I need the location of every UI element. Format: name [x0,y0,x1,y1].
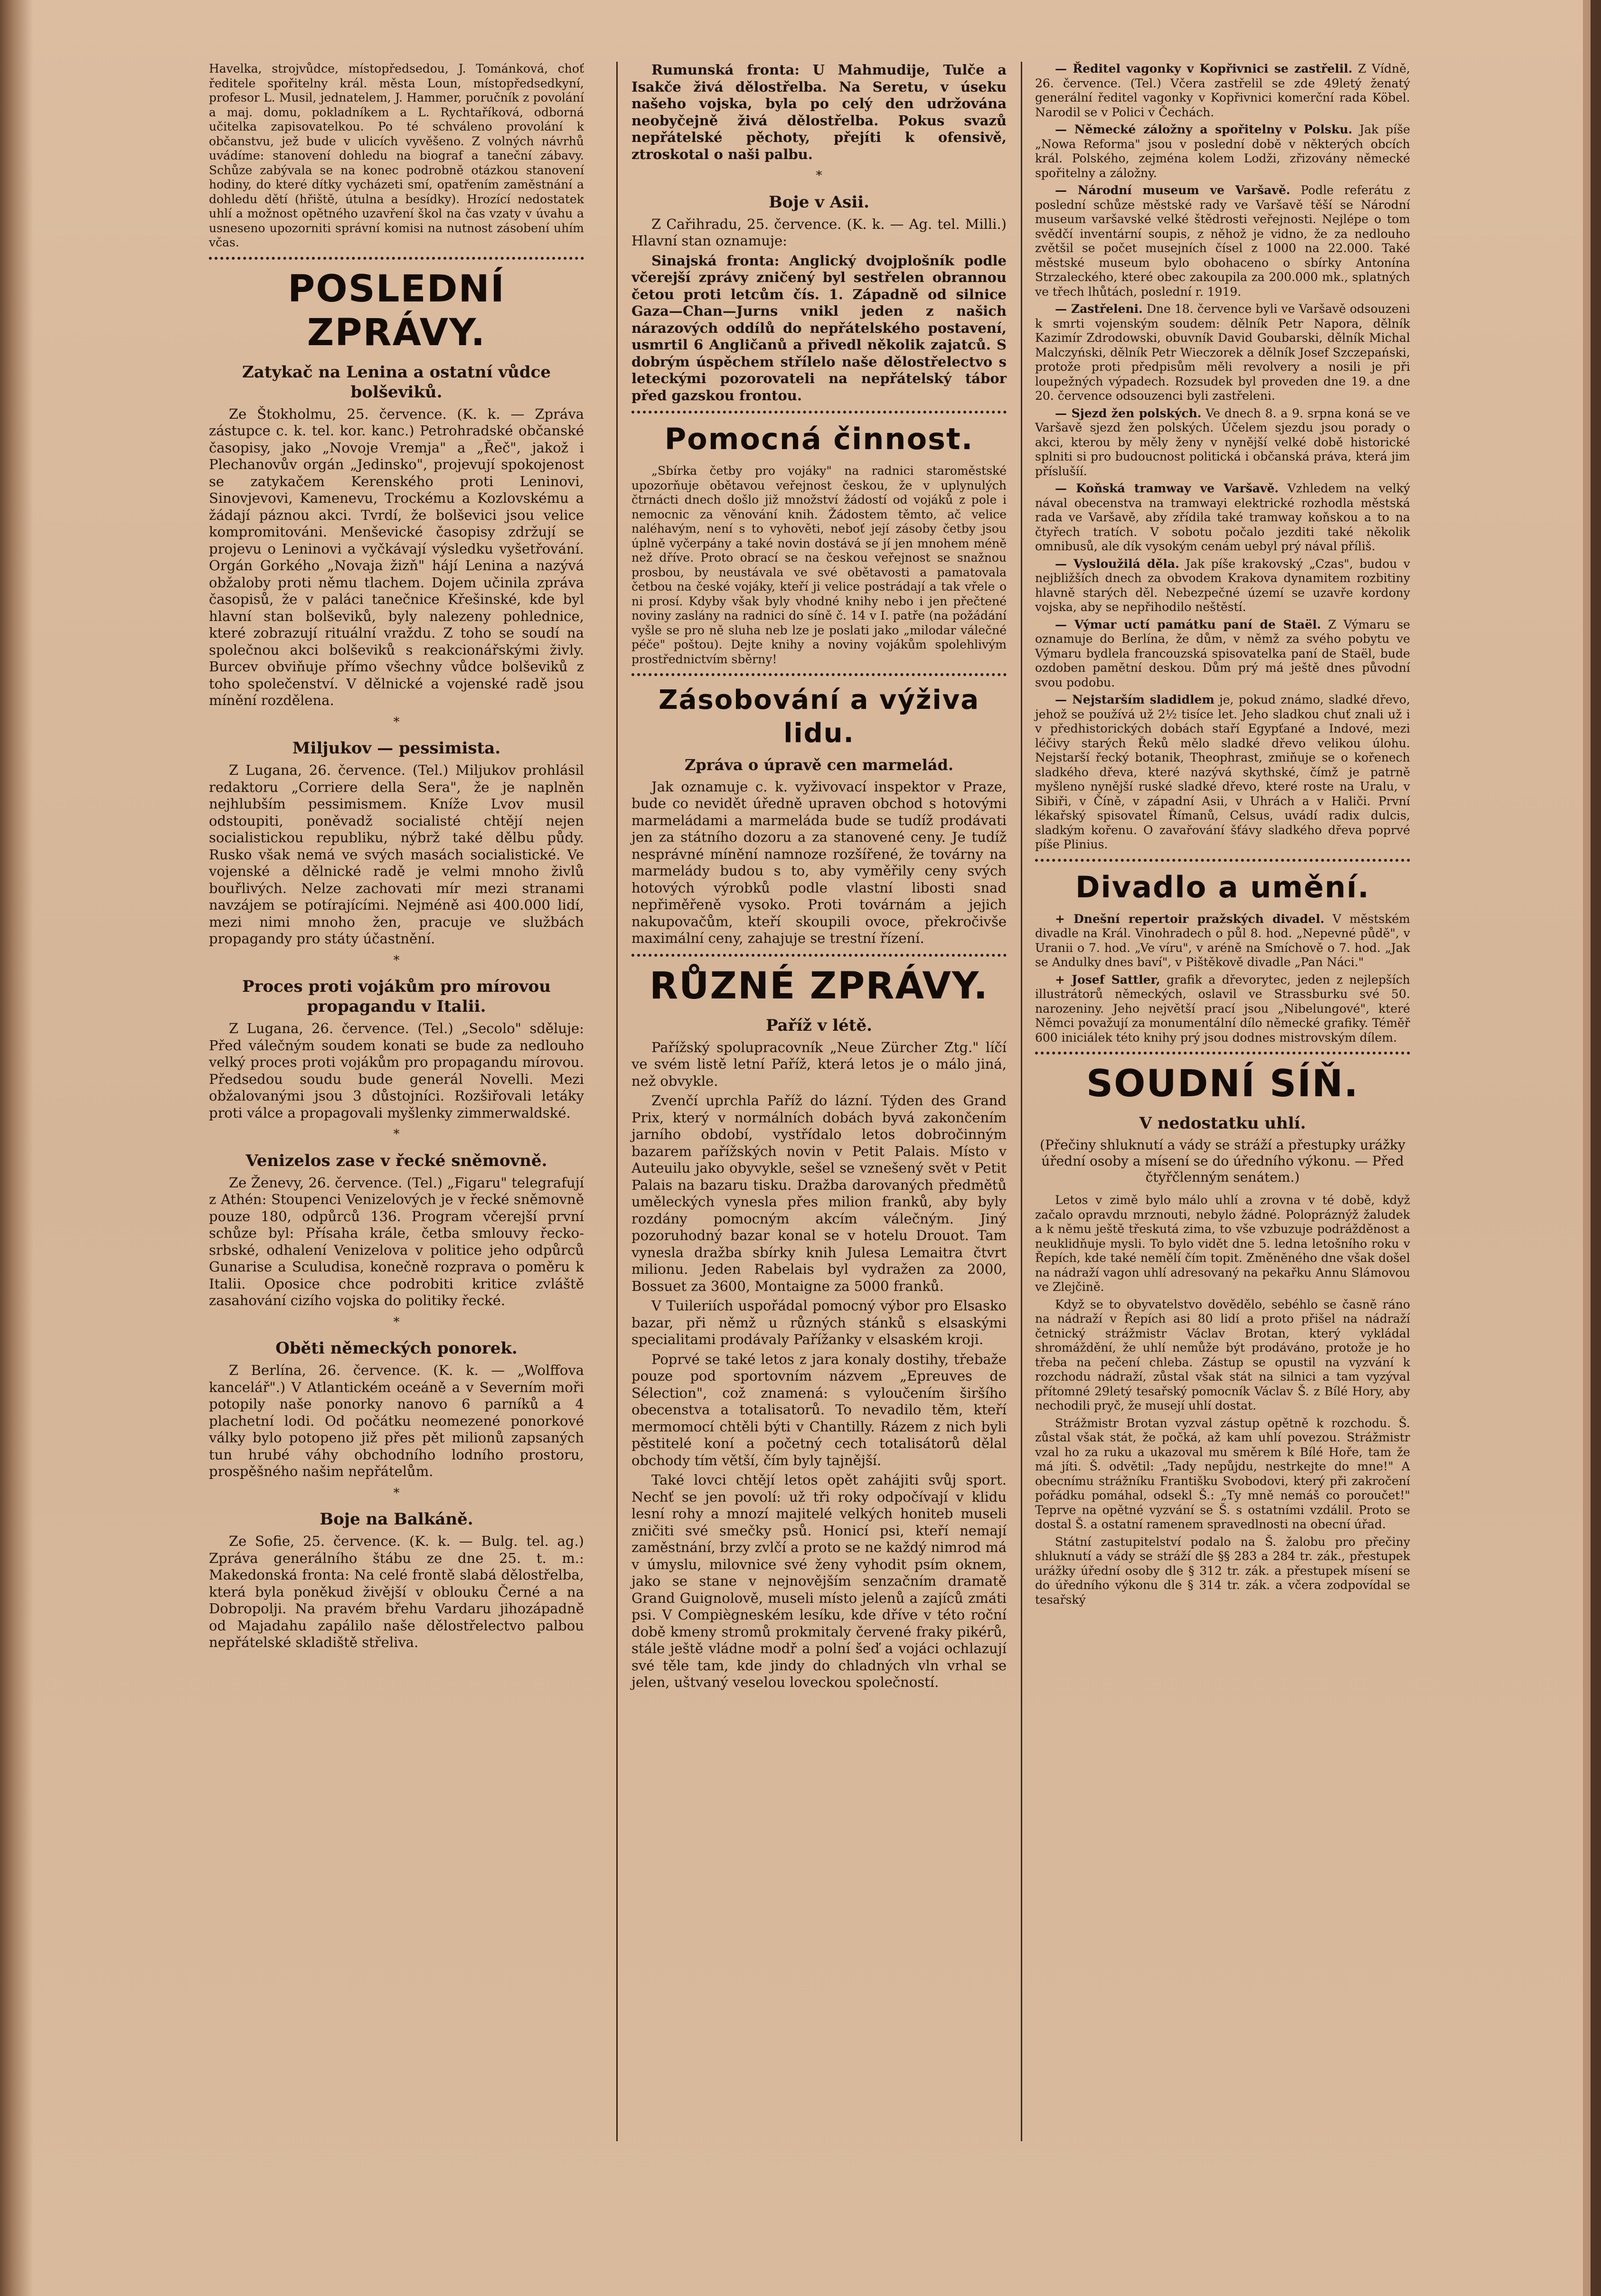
news-item-7-title: — Vysloužilá děla. [1055,556,1179,571]
news-item-9-text: je, pokud známo, sladké dřevo, jehož se používá už 2½ tisíce let. Jeho sladkou chuť znali už i v předhistorických dobách staří Egypťané a Indové, mezi léčivy starých Řeků mělo sladké dřevo velikou úlohu. Nejstarší řecký botanik, Theophrast, zmiňuje se o kořenech sladkého dřeva, které nazývá skythské, čímž je patrně myšleno nynější ruské sladké dřevo, které roste na Uralu, v Sibiři, v Číně, v západní Asii, v Uhrách a v Haliči. První lékařský spisovatel Římanů, Celsus, uvádí radix dulcis, sladkým kořenu. O zavařování šťávy sladkého dřeva poprvé píše Plinius. [1035,693,1411,851]
obeti-heading: Oběti německých ponorek. [275,1339,518,1358]
theatre-item-1-text: V městském divadle na Král. Vinohradech o půl 8. hod. „Nepevné půdě", v Uranii o 7. hod. „Ve víru", v aréně na Smíchově o 7. hod. „Jak se Andulky dnes baví", v Pištěkově divadle „Pan Náci." [1035,912,1410,969]
soudni-text-4: Státní zastupitelství podalo na Š. žalobu pro přečiny shluknutí a vády se stráží dle §§ 283 a 284 tr. zák., přestupek urážky úřední osoby dle § 312 tr. zák. a přestupek mísení se do úředního výkonu dle § 314 tr. zák. a včera zodpovídal se tesařský [1035,1534,1410,1607]
column-1-intro: Havelka, strojvůdce, místopředsedou, J. Tománková, choť ředitele spořitelny král. města Loun, místopředsedkyní, profesor L. Musil, jednatelem, J. Hammer, poručník z povolání a maj. domu, pokladníkem a L. Rychtaříková, odborná učitelka zapisovatelkou. Po té schváleno provolání k občanstvu, jež bude v ulicích vyvěšeno. Z volných návrhů uvádíme: stanovení dohledu na biograf a taneční zábavy. Schůze zabývala se na konec podrobně otázkou stanovení hodiny, do které dítky vycházeti smí, opatřením zaměstnání a dohledu dětí (hřiště, útulna a besídky). Hrozící nedostatek uhlí a možnost opětného uzavření škol na čas vzaty v úvahu a usneseno upozorniti správní komisi na nutnost zásobení uhím včas. [209,62,584,249]
news-item-5-title: — Sjezd žen polských. [1055,406,1202,420]
page-edge-dark [1591,0,1601,2296]
page-edge [1583,0,1591,2296]
proces-heading: Proces proti vojákům pro mírovou propagandu v Italii. [242,977,551,1016]
news-item-9-title: — Nejstarším sladidlem [1055,693,1215,706]
pariz-text-5: Také lovci chtějí letos opět zahájiti svůj sport. Nechť se jen povolí: už tři roky odpočívají v klidu lesní rohy a mnozí majitelé velkých honiteb museli zničiti své smečky psů. Honicí psi, kteří nemají zaměstnání, brzy zvlčí a proto se ne každý nimrod má v úmyslu, milovnice své ženy vyhodit psím oknem, jako se stane v nejnovějším senzačním dramatě Grand Guignolově, museli místo jelenů a zajíců zmáti psi. V Compiègneském lesíku, kde dříve v této roční době kmeny stromů prokmitaly červené fraky pikérů, stále ještě vládne modř a polní šeď a vojáci ochlazují své těle tam, kde jindy do chladných vln vrhal se jelen, uštvaný veselou loveckou společností. [631,1472,1007,1690]
asie-text-2: Sinajská fronta: Anglický dvojplošník podle včerejší zprávy zničený byl sestřelen obrannou četou proti letcům čís. 1. Západně od silnice Gaza—Chan—Jurns vnikl jeden z našich nárazových oddílů do nepřátelského postavení, usmrtil 6 Angličanů a přivedl několik zajatců. S dobrým úspěchem střílelo naše dělostřelectvo s leteckými pozorovateli na nepřátelský tábor před gazskou frontou. [631,252,1007,404]
column-1 [209,62,584,1654]
news-item-7-text: Jak píše krakovský „Czas", budou v nejbližších dnech za obvodem Krakova dynamitem rozbitiny hlavně starých děl. Nebezpečné území se uzavře kordony vojska, aby se nepřihodilo neštěstí. [1035,556,1410,614]
pariz-text-2: Zvenčí uprchla Paříž do lázní. Týden des Grand Prix, který v normálních dobách byvá zakončením jarního období, vystřídalo letos dobročinným bazarem pařížských novin v Petit Palais. Místo v Auteuilu jako obyvykle, sešel se vznešený svět v Petit Palais na bazaru tisku. Dražba darovaných předmětů uměleckých vynesla přes milion franků, aby byly rozdány pomocným akcím válečným. Jiný pozoruhodný bazar konal se v hotelu Drouot. Tam vynesla dražba sbírky knih Julesa Lemaitra čtvrt milionu. Jeden Rabelais byl vydražen za 2000, Bossuet za 3600, Montaigne za 5000 franků. [631,1092,1007,1294]
pariz-text-4: Poprvé se také letos z jara konaly dostihy, třebaže pouze pod sportovním názvem „Epreuves de Sélection", což znamená: s vyloučením širšího obecenstva a totalisatorů. To nevadilo těm, kteří mermomocí chtěli býti v Chantilly. Rázem z nich byli pěstitelé koní a početný cech totalisátorů dělal obchody tím větší, čím byly tajnější. [631,1351,1007,1468]
column-3 [1035,62,1410,1610]
separator-star: * [393,715,400,729]
asie-text: Z Cařihradu, 25. července. (K. k. — Ag. tel. Milli.) Hlavní stan oznamuje: [631,216,1007,249]
balkan-heading: Boje na Balkáně. [320,1510,473,1529]
pariz-text-3: V Tuileriích uspořádal pomocný výbor pro Elsasko bazar, při němž u různých stánků s elsaskými specialitami prodávaly Pařížanky v elsaském kroji. [631,1298,1007,1347]
theatre-item-2-text: grafik a dřevorytec, jeden z nejlepších illustrátorů německých, oslavil ve Strassburku své 50. narozeniny. Jeho největší prací jsou „Nibelungové", které Němci považují za monumentální dílo německé grafiky. Téměř 600 iniciálek této knihy prý jsou dodnes mistrovským dílem. [1035,972,1410,1044]
balkan-text: Ze Sofie, 25. července. (K. k. — Bulg. tel. ag.) Zpráva generálního štábu ze dne 25. t. m.: Makedonská fronta: Na celé frontě slabá dělostřelba, která byla poněkud živější v oblouku Černé a na Dobropolji. Na pravém břehu Vardaru jihozápadně od Majadahu zapálilo naše dělostřelectvo palbou nepřátelské skladiště střeliva. [209,1533,584,1650]
news-item-8-text: Z Výmaru se oznamuje do Berlína, že dům, v němž za svého pobytu ve Výmaru bydlela francouzská spisovatelka paní de Staël, bude ozdoben pamětní deskou. Dům prý má ještě dnes původní svou podobu. [1035,617,1410,689]
column-2 [631,62,1007,1694]
news-item-1-title: — Ředitel vagonky v Kopřivnici se zastřelil. [1055,62,1353,75]
zasobovani-banner: Zásobování a výživa lidu. [631,673,1007,750]
news-item-8-title: — Výmar uctí památku paní de Staël. [1055,617,1321,631]
asie-heading: Boje v Asii. [769,192,869,212]
separator-star: * [393,1127,400,1141]
soudni-text-3: Strážmistr Brotan vyzval zástup opětně k rozchodu. Š. zůstal však stát, že počká, až kam uhlí povezou. Strážmistr vzal ho za ruku a ukazoval mu směrem k Bílé Hoře, tam že má jíti. Š. odvětil: „Tady nepůjdu, nestrkejte do mne!" A obecnímu strážníku Františku Svobodovi, který při zakročení pořádku pomáhal, odsekl Š.: „Ty mně nemáš co poroučet!" Teprve na opětné vyzvání se Š. s ostatními vzdálil. Proto se dostal Š. a ostatní ramenem spravedlnosti na obecní úřad. [1035,1416,1410,1531]
soudni-text-1: Letos v zimě bylo málo uhlí a zrovna v té době, když začalo opravdu mrznouti, nebylo žádné. Polopráznýž žaludek a k němu ještě třeskutá zima, to vše vzbuzuje podrážděnost a neuklidňuje mysli. To bylo vidět dne 5. ledna letošního roku v Řepích, kde také nemělí čím topit. Změněného dne však došel na nádraží vagon uhlí adresovaný na pekařku Annu Slámovou ve Zlejčině. [1035,1193,1410,1294]
news-item-9 [1035,693,1410,852]
zasobovani-text: Jak oznamuje c. k. vyživovací inspektor v Praze, bude co nevidět úředně upraven obchod s hotovými marmeládami a marmeláda bude se tudíž prodávati jen za státního dozoru a za stanovené ceny. Je tudíž nesprávné mínění namnoze rozšířené, že továrny na marmelády budou s to, aby vyměřily ceny svých hotových výrobků podle vlastní libosti snad nepřiměřeně vysoko. Proti továrnám a jejich nakupovačům, kteří skoupili ovoce, překročivše maximální ceny, zahajuje se trestní řízení. [631,778,1007,946]
column-rule-1 [616,62,618,2141]
news-item-8 [1035,618,1410,690]
theatre-item-2 [1035,973,1410,1045]
binding-shadow [0,0,33,2296]
news-item-5 [1035,406,1410,479]
miljukov-text: Z Lugana, 26. července. (Tel.) Miljukov prohlásil redaktoru „Corriere della Sera", že je naplněn nejhlubším pessimismem. Kníže Lvov musil odstoupiti, poněvadž socialisté chtějí nejen socialistickou republiku, nýbrž také dělbu půdy. Rusko však nemá ve svých masách socialistické. Ve vojenské a dělnické radě je velmi mnoho živlů bouřlivých. Nelze zachovati mír mezi stranami navzájem se potírajícími. Nejméně asi 400.000 lidí, mezi nimi mnoho žen, pracuje ve službách propagandy pro státy účastnění. [209,762,584,947]
news-item-2-title: — Německé záložny a spořitelny v Polsku. [1055,122,1353,136]
news-item-4-title: — Zastřeleni. [1055,302,1143,316]
soudni-text-2: Když se to obyvatelstvo dovědělo, sebéhlo se časně ráno na nádraží v Řepích asi 80 lidí a proto přišel na nádraží četnický strážmistr Václav Brotan, který vykládal shromáždění, že uhlí nemůže být prodáváno, protože je ho třeba na pečení chleba. Zástup se opustil na vyzvání k rozchodu nádraží, zůstal však stát na silnici a tam vyzýval přítomné 29letý tesařský pomocník Václav Š. z Bílé Hory, aby nechodili pryč, že musejí uhlí dostat. [1035,1297,1410,1412]
obeti-text: Z Berlína, 26. července. (K. k. — „Wolffova kancelář".) V Atlantickém oceáně a v Severním moři potopily naše ponorky nanovo 6 parníků a 4 plachetní lodi. Od počátku neomezené ponorkové války bylo potopeno již přes pět milionů zapsaných tun hrubé váhy obchodního lodního prostoru, prospěšného našim nepřátelům. [209,1362,584,1479]
pomocna-cinnost-banner: Pomocná činnost. [631,411,1007,457]
separator-star: * [393,1315,400,1329]
news-item-2-text: Jak píše „Nowa Reforma" jsou v poslední době v některých obcích král. Polského, zejména kolem Lodži, zřizovány německé spořitelny a záložny. [1035,122,1410,180]
divadlo-banner: Divadlo a umění. [1035,859,1410,905]
news-item-6-title: — Koňská tramway ve Varšavě. [1055,481,1279,495]
separator-star: * [393,953,400,968]
column-rule-2 [1021,62,1022,2141]
lenin-text: Ze Štokholmu, 25. července. (K. k. — Zpráva zástupce c. k. tel. kor. kanc.) Petrohradské občanské časopisy, jako „Novoje Vremja" a „Řeč", jakož i Plechanovův orgán „Jedinsko", projevují spokojenost se zatykačem Kerenského proti Leninovi, Sinovjevovi, Kamenevu, Trockému a Kozlovskému a žádají páznou akci. Tvrdí, že bolševici jsou velice kompromitováni. Menševické časopisy zdržují se projevu o Leninovi a vyčkávají výsledku vyšetřování. Orgán Gorkého „Novaja žizň" hájí Lenina a nazývá obžaloby proti němu tlachem. Dojem učinila zpráva časopisů, že v paláci tanečnice Křešinské, kde byl hlavní stan bolševiků, byly nalezeny pohlednice, které zobrazují rituální vraždu. Z toho se soudí na společnou akci bolševiků s reakcionářskými živly. Burcev obviňuje přímo všechny vůdce bolševiků z toho společenství. V dělnické a vojenské radě jsou mínění rozdělena. [209,405,584,708]
news-item-4 [1035,302,1410,404]
news-item-1 [1035,62,1410,120]
news-item-6-text: Vzhledem na velký nával obecenstva na tramwayi elektrické rozhodla městská rada ve Varšavě, aby zřídila také tramway koňskou a to na čtyřech tratích. V sobotu počalo jezditi také několik omnibusů, ale dík vysokým cenám uebyl prý nával příliš. [1035,481,1410,553]
theatre-item-1-title: + Dnešní repertoir pražských divadel. [1055,912,1325,926]
proces-text: Z Lugana, 26. července. (Tel.) „Secolo" sděluje: Před válečným soudem konati se bude za nedlouho velký proces proti vojákům pro propagandu mírovou. Předsedou soudu bude generál Novelli. Mezi obžalovanými jsou 3 důstojníci. Rozšiřovali letáky proti válce a propagovali myšlenky zimmerwaldské. [209,1020,584,1121]
theatre-item-2-title: + Josef Sattler, [1055,972,1160,987]
soudni-heading: V nedostatku uhlí. [1139,1114,1306,1133]
news-item-4-text: Dne 18. července byli ve Varšavě odsouzeni k smrti vojenským soudem: dělník Petr Napora, dělník Kazimír Zdrodowski, obuvník David Goubarski, dělník Michal Malczyński, dělník Petr Wieczorek a dělník Josef Szczepański, protože proti předpisům měli revolvery a nosili je při loupežných výpadech. Rozsudek byl proveden dne 19. a dne 20. července odsouzenci byli zastřeleni. [1035,302,1410,403]
theatre-item-1 [1035,912,1410,970]
separator-star: * [393,1486,400,1500]
news-item-2 [1035,122,1410,180]
news-item-6 [1035,481,1410,554]
pariz-text-1: Pařížský spolupracovník „Neue Zürcher Ztg." líčí ve svém listě letní Paříž, která letos je o málo jiná, než obvykle. [631,1039,1007,1089]
lenin-heading: Zatykač na Lenina a ostatní vůdce bolševiků. [242,362,551,402]
news-item-3-title: — Národní museum ve Varšavě. [1055,183,1290,197]
separator-star: * [816,169,822,183]
soudni-subheading: (Přečiny shluknutí a vády se stráží a přestupky urážky úřední osoby a mísení se do úředního výkonu. — Před čtyřčlenným senátem.) [1040,1137,1405,1185]
news-item-1-text: Z Vídně, 26. července. (Tel.) Včera zastřelil se zde 49letý ženatý generální ředitel vagonky v Kopřivnici komerční rada Köbel. Narodil se v Polici v Čechách. [1035,62,1410,119]
rumunska-fronta-text: Rumunská fronta: U Mahmudije, Tulče a Isakče živá dělostřelba. Na Seretu, v úseku našeho vojska, byla po celý den udržována neobyčejně živá dělostřelba. Pokus svazů nepřátelské pěchoty, přejíti k ofensivě, ztroskotal o naši palbu. [631,62,1007,162]
zasobovani-subheading: Zpráva o úpravě cen marmelád. [685,756,953,774]
venizelos-heading: Venizelos zase v řecké sněmovně. [245,1151,547,1170]
soudni-sin-banner: SOUDNÍ SÍŇ. [1035,1052,1410,1106]
pomocna-text: „Sbírka četby pro vojáky" na radnici staroměstské upozorňuje obětavou veřejnost českou, že v uplynulých čtrnácti dnech došlo již množství žádostí od vojáků z pole i nemocnic za věnování knih. Žádostem těmto, ač velice naléhavým, není s to vyhověti, neboť její zásoby četby jsou úplně vyčerpány a také novin dostává se jí jen mnohem méně než dříve. Proto obrací se na českou veřejnost se snažnou prosbou, by neustávala ve své obětavosti a pamatovala četbou na české vojáky, kteří ji velice postrádají a tak vřele o ni prosí. Kdyby však byly vhodné knihy nebo i jen přečtené noviny zaslány na radnici do síně č. 14 v I. patře (na požádání vyšle se pro ně sluha neb lze je poslati jako „milodar válečné péče" poštou). Dejte knihy a noviny vojákům spolehlivým prostřednictvím sběrny! [631,464,1007,666]
pariz-heading: Paříž v létě. [766,1016,872,1035]
news-item-7 [1035,557,1410,615]
miljukov-heading: Miljukov — pessimista. [292,739,501,758]
news-item-3-text: Podle referátu z poslední schůze městské rady ve Varšavě těší se Národní museum varšavské velké štědrosti veřejnosti. Nejlépe o tom svědčí inventární soupis, z něhož je vidno, že za nedlouho zvětšil se počet musejních čísel z 1000 na 22.000. Také městské museum bylo obohaceno o sbírky Antonína Strzaleckého, které obec zakoupila za 200.000 mk., splatných ve třech lhůtách, poslední r. 1919. [1035,183,1410,299]
news-item-3 [1035,183,1410,299]
news-item-5-text: Ve dnech 8. a 9. srpna koná se ve Varšavě sjezd žen polských. Účelem sjezdu jsou porady o akci, kterou by měly ženy v nynější velké době historické splniti si pro budoucnost politická i občanská práva, která jim příslušíí. [1035,406,1411,478]
venizelos-text: Ze Ženevy, 26. července. (Tel.) „Figaru" telegrafují z Athén: Stoupenci Venizelových je v řecké sněmovně pouze 180, odpůrců 136. Program včerejší první schůze byl: Přísaha krále, četba smlouvy řecko-srbské, odhalení Venizelova v politice jeho odpůrců Gunarise a Sculudisa, konečně rozprava o poměru k Italii. Oposice chce podrobiti kritice zvláště zasahování cizího vojska do politiky řecké. [209,1174,584,1308]
ruzne-zpravy-banner: RŮZNÉ ZPRÁVY. [631,954,1007,1008]
posledni-zpravy-banner: POSLEDNÍ ZPRÁVY. [209,257,584,355]
